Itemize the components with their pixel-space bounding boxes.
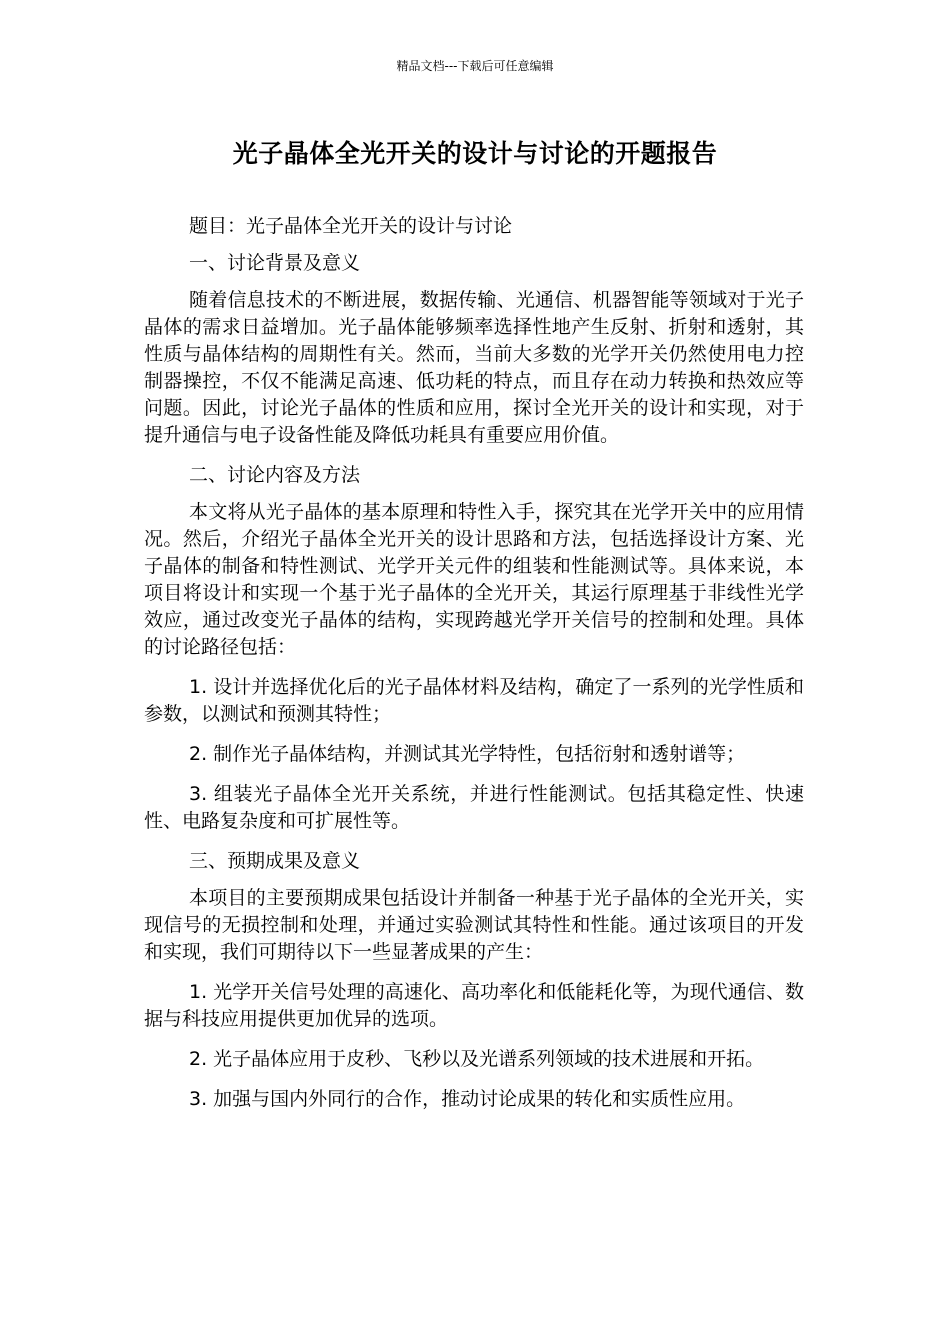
document-body bbox=[144, 213, 804, 1126]
background-paragraph: 随着信息技术的不断进展，数据传输、光通信、机器智能等领域对于光子晶体的需求日益增加。光子晶体能够频率选择性地产生反射、折射和透射，其性质与晶体结构的周期性有关。然而，当前大多数的光学开关仍然使用电力控制器操控，不仅不能满足高速、低功耗的特点，而且存在动力转换和热效应等问题。因此，讨论光子晶体的性质和应用，探讨全光开关的设计和实现，对于提升通信与电子设备性能及降低功耗具有重要应用价值。 bbox=[144, 289, 804, 446]
outcomes-paragraph: 本项目的主要预期成果包括设计并制备一种基于光子晶体的全光开关，实现信号的无损控制和处理，并通过实验测试其特性和性能。通过该项目的开发和实现，我们可期待以下一些显著成果的产生： bbox=[144, 887, 804, 963]
topic-line: 题目：光子晶体全光开关的设计与讨论 bbox=[189, 215, 513, 237]
section-heading-content: 二、讨论内容及方法 bbox=[189, 464, 361, 486]
list-item: 2. 光子晶体应用于皮秒、飞秒以及光谱系列领域的技术进展和开拓。 bbox=[189, 1048, 765, 1070]
content-paragraph: 本文将从光子晶体的基本原理和特性入手，探究其在光学开关中的应用情况。然后，介绍光子晶体全光开关的设计思路和方法，包括选择设计方案、光子晶体的制备和特性测试、光学开关元件的组装和性能测试等。具体来说，本项目将设计和实现一个基于光子晶体的全光开关，其运行原理基于非线性光学效应，通过改变光子晶体的结构，实现跨越光学开关信号的控制和处理。具体的讨论路径包括： bbox=[144, 501, 804, 658]
page-header: 精品文档---下载后可任意编辑 bbox=[396, 59, 554, 73]
section-heading-outcomes: 三、预期成果及意义 bbox=[189, 850, 361, 872]
document-title: 光子晶体全光开关的设计与讨论的开题报告 bbox=[232, 139, 718, 168]
list-item: 1. 光学开关信号处理的高速化、高功率化和低能耗化等，为现代通信、数据与科技应用提供更加优异的选项。 bbox=[144, 981, 804, 1030]
list-item: 1. 设计并选择优化后的光子晶体材料及结构，确定了一系列的光学性质和参数，以测试和预测其特性； bbox=[144, 676, 804, 725]
list-item: 3. 组装光子晶体全光开关系统，并进行性能测试。包括其稳定性、快速性、电路复杂度和可扩展性等。 bbox=[144, 783, 804, 832]
section-heading-background: 一、讨论背景及意义 bbox=[189, 252, 361, 274]
list-item: 3. 加强与国内外同行的合作，推动讨论成果的转化和实质性应用。 bbox=[189, 1088, 746, 1110]
list-item: 2. 制作光子晶体结构，并测试其光学特性，包括衍射和透射谱等； bbox=[189, 743, 746, 765]
